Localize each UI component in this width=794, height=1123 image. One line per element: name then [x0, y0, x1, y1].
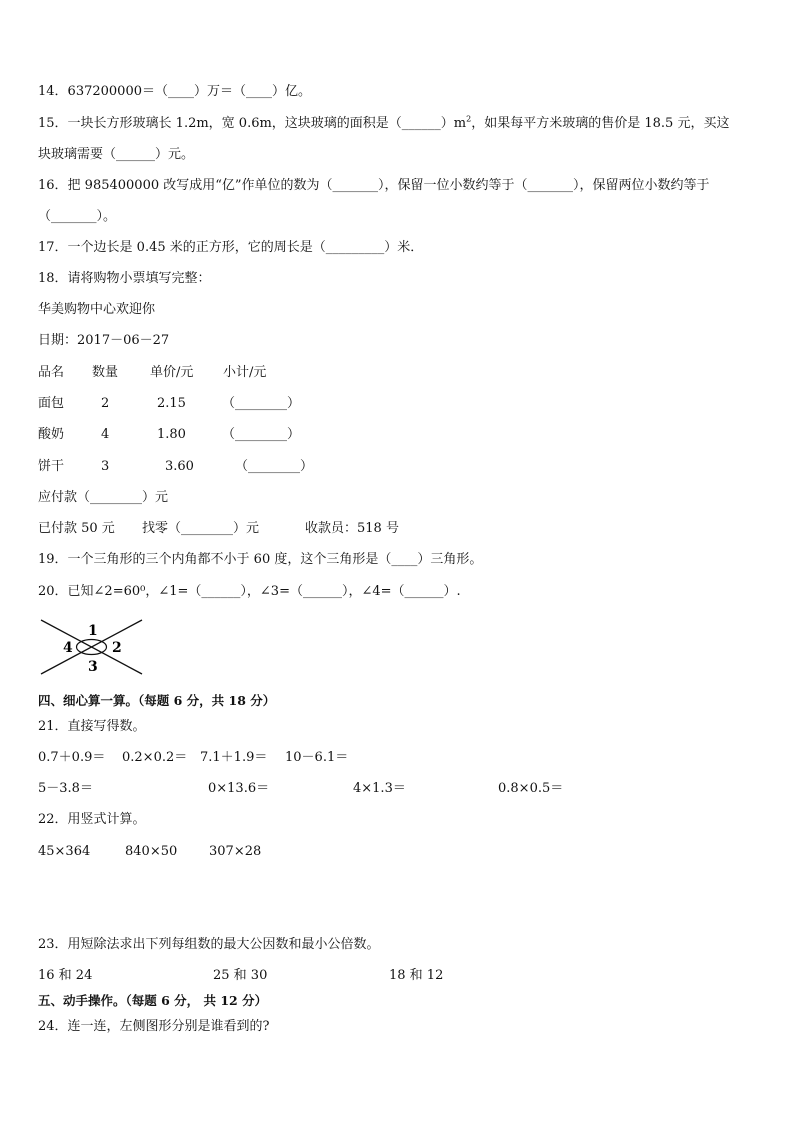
header-subtotal: 小计/元: [223, 365, 267, 380]
q19: 19．一个三角形的三个内角都不小于 60 度，这个三角形是（____）三角形。: [38, 552, 483, 567]
q22-title: 22．用竖式计算。: [38, 812, 146, 827]
item-name: 面包: [38, 396, 65, 411]
item-price: 3.60: [165, 459, 194, 474]
item-price: 1.80: [157, 427, 186, 442]
q21-title: 21．直接写得数。: [38, 719, 146, 734]
receipt-cashier: 收款员：518 号: [305, 521, 399, 536]
section-5-heading: 五、动手操作。（每题 6 分， 共 12 分）: [38, 993, 268, 1008]
q16-line1: 16．把 985400000 改写成用“亿”作单位的数为（_______），保留一位小数约等于（_______），保留两位小数约等于: [38, 178, 710, 193]
q15-line1: [38, 116, 729, 132]
q20: 20．已知∠2=60⁰，∠1=（______），∠3=（______），∠4=（______）.: [38, 584, 461, 599]
q23-title: 23．用短除法求出下列每组数的最大公因数和最小公倍数。: [38, 937, 380, 952]
q15-line2: 块玻璃需要（______）元。: [38, 147, 195, 162]
angle-label-2: 2: [112, 640, 122, 656]
item-price: 2.15: [157, 396, 186, 411]
receipt-paid: 已付款 50 元: [38, 521, 115, 536]
receipt-date: 日期：2017－06－27: [38, 333, 170, 348]
angle-label-1: 1: [88, 623, 98, 639]
calc-item: 0.2×0.2＝: [122, 750, 188, 765]
item-blank: （________）: [222, 427, 301, 442]
item-qty: 2: [101, 396, 110, 411]
number-pair: 18 和 12: [389, 968, 444, 983]
receipt-due: 应付款（________）元: [38, 490, 169, 505]
angle-label-4: 4: [63, 640, 73, 656]
header-price: 单价/元: [150, 365, 194, 380]
calc-item: 0.7＋0.9＝: [38, 750, 106, 765]
vertical-calc-item: 307×28: [209, 844, 262, 859]
number-pair: 16 和 24: [38, 968, 93, 983]
item-name: 酸奶: [38, 427, 65, 442]
section-4-heading: 四、细心算一算。（每题 6 分，共 18 分）: [38, 693, 276, 708]
q14: 14．637200000＝（____）万＝（____）亿。: [38, 84, 311, 99]
calc-item: 5－3.8＝: [38, 781, 93, 796]
q24: 24．连一连，左侧图形分别是谁看到的?: [38, 1019, 270, 1034]
calc-item: 0×13.6＝: [208, 781, 270, 796]
header-qty: 数量: [92, 365, 119, 380]
item-name: 饼干: [38, 459, 65, 474]
calc-item: 4×1.3＝: [353, 781, 406, 796]
q15-text-b: ，如果每平方米玻璃的售价是 18.5 元，买这: [471, 116, 730, 131]
number-pair: 25 和 30: [213, 968, 268, 983]
calc-item: 0.8×0.5＝: [498, 781, 564, 796]
q18-title: 18．请将购物小票填写完整：: [38, 271, 211, 286]
q15-sup: 2: [466, 114, 472, 124]
calc-item: 7.1＋1.9＝: [200, 750, 268, 765]
receipt-shop: 华美购物中心欢迎你: [38, 302, 156, 317]
q17: 17．一个边长是 0.45 米的正方形，它的周长是（_________）米．: [38, 240, 424, 255]
receipt-change: 找零（________）元: [142, 521, 260, 536]
angle-figure: [38, 617, 148, 677]
item-qty: 3: [101, 459, 110, 474]
q15-text-a: 15．一块长方形玻璃长 1.2m，宽 0.6m，这块玻璃的面积是（______）m: [38, 116, 467, 131]
item-qty: 4: [101, 427, 110, 442]
header-name: 品名: [38, 365, 65, 380]
vertical-calc-item: 840×50: [125, 844, 178, 859]
item-blank: （________）: [222, 396, 301, 411]
q16-line2: （_______）。: [38, 209, 117, 224]
item-blank: （________）: [235, 459, 314, 474]
vertical-calc-item: 45×364: [38, 844, 91, 859]
angle-label-3: 3: [88, 659, 98, 675]
calc-item: 10－6.1＝: [285, 750, 349, 765]
